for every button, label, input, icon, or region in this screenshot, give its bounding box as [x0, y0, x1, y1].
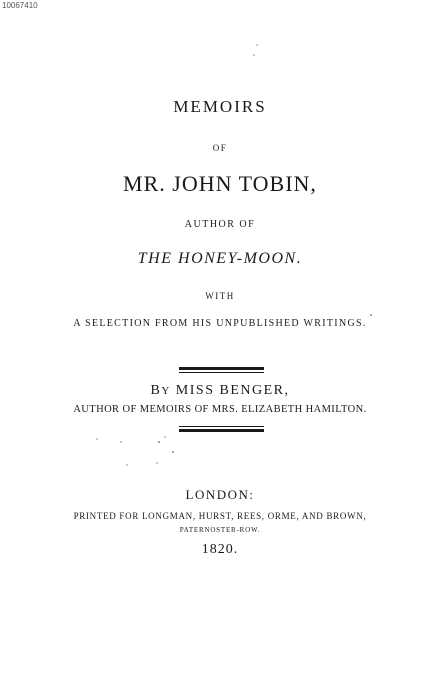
author-name: MISS BENGER,	[170, 383, 290, 398]
imprint-printers: PRINTED FOR LONGMAN, HURST, REES, ORME, AND BROWN,	[73, 511, 367, 521]
title-work: THE HONEY-MOON.	[137, 250, 303, 267]
title-of: OF	[212, 143, 228, 153]
author-line	[0, 383, 440, 399]
by-smallcaps: Y	[161, 385, 171, 397]
double-rule-top	[179, 367, 264, 373]
title-with: WITH	[205, 291, 235, 301]
by-initial: B	[150, 383, 162, 398]
double-rule-bottom	[179, 426, 264, 432]
author-credit: AUTHOR OF MEMOIRS OF MRS. ELIZABETH HAMILTON.	[73, 404, 367, 415]
imprint-city: LONDON:	[185, 487, 255, 502]
imprint-year: 1820.	[201, 542, 239, 557]
title-subject-name: MR. JOHN TOBIN,	[123, 171, 317, 196]
title-memoirs: MEMOIRS	[173, 97, 267, 116]
title-selection: A SELECTION FROM HIS UNPUBLISHED WRITINGS.	[73, 318, 367, 329]
title-author-of: AUTHOR OF	[184, 219, 256, 230]
imprint-address: PATERNOSTER-ROW.	[179, 526, 261, 534]
scan-id-label: 10067410	[2, 1, 38, 10]
